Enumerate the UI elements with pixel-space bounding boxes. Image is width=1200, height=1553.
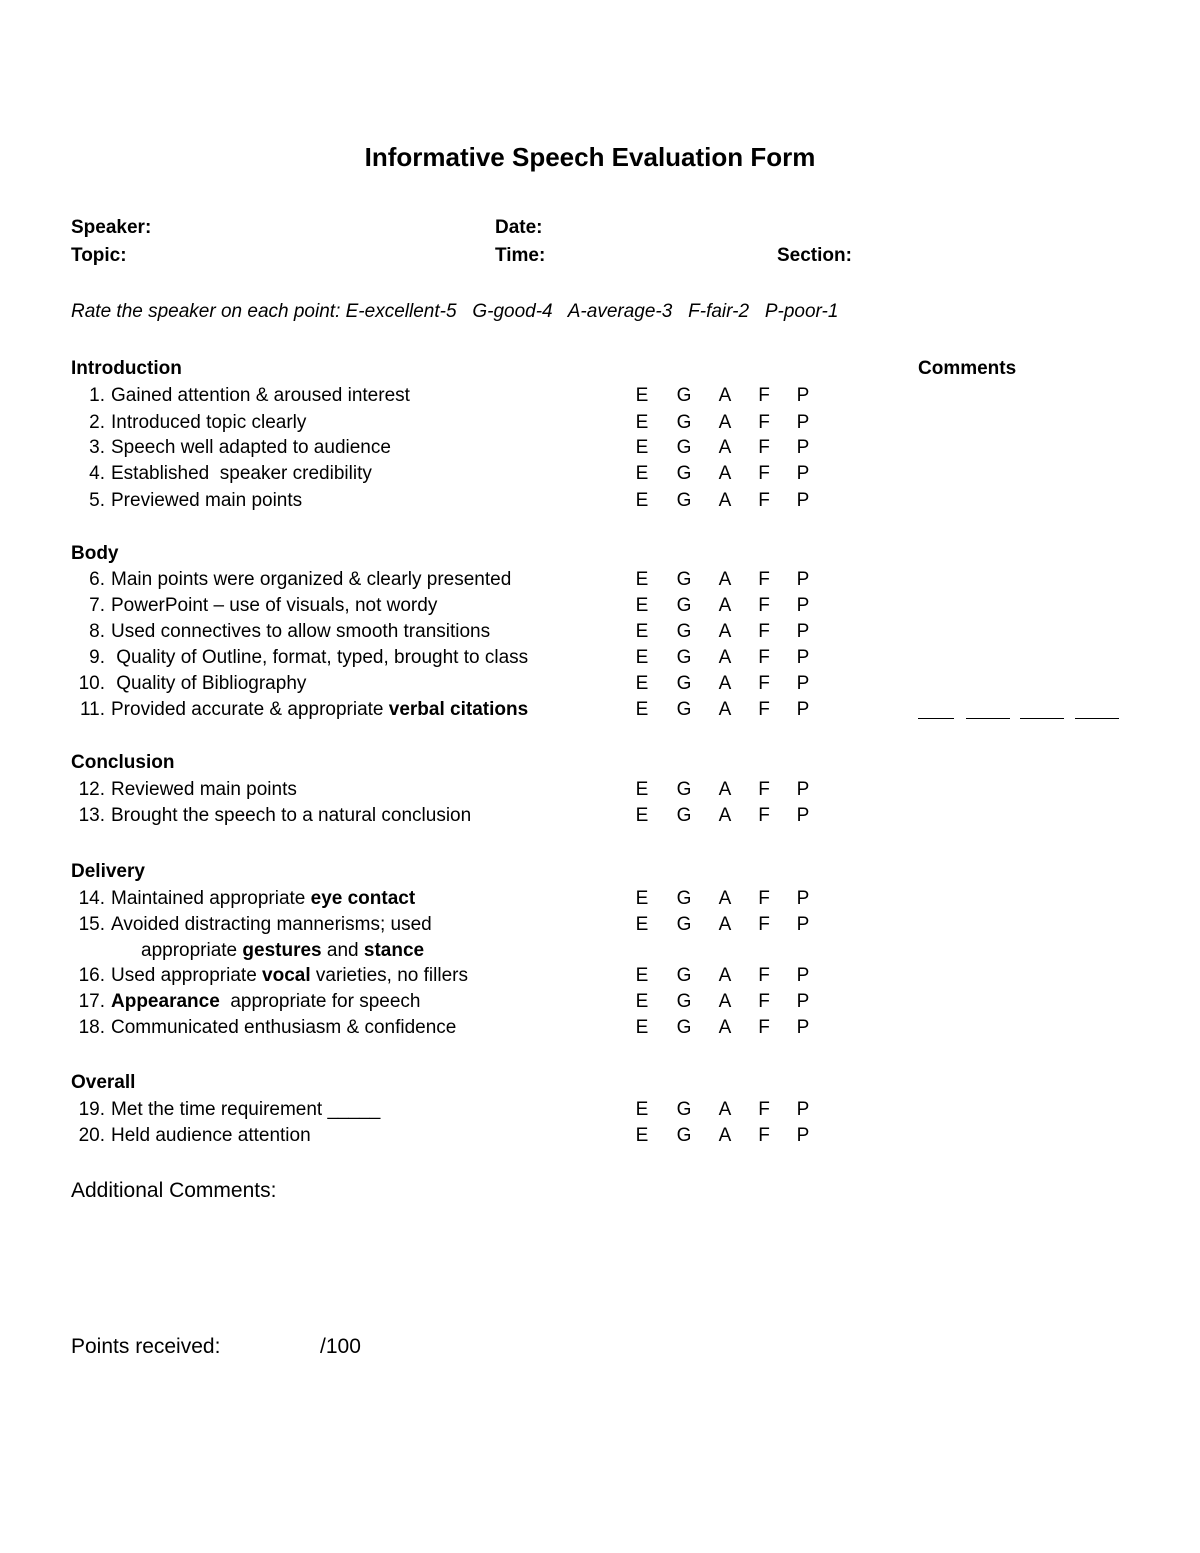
rating-option-g[interactable]: G	[676, 699, 692, 720]
evaluation-item	[41, 966, 468, 985]
rating-option-p[interactable]: P	[796, 647, 810, 668]
rating-option-p[interactable]: P	[796, 805, 810, 826]
evaluation-item	[41, 386, 410, 405]
evaluation-item	[41, 674, 306, 693]
item-number: 16.	[78, 965, 105, 986]
rating-option-p[interactable]: P	[796, 412, 810, 433]
evaluation-item	[41, 622, 490, 641]
rating-option-g[interactable]: G	[676, 965, 692, 986]
rating-option-g[interactable]: G	[676, 647, 692, 668]
item-number: 20.	[78, 1125, 105, 1146]
rating-option-f[interactable]: F	[758, 699, 770, 720]
rating-option-g[interactable]: G	[676, 888, 692, 909]
item-number: 12.	[78, 779, 105, 800]
rating-option-p[interactable]: P	[796, 914, 810, 935]
item-number: 11.	[79, 699, 105, 720]
rating-option-p[interactable]: P	[796, 490, 810, 511]
date-label: Date:	[495, 217, 543, 238]
item-text: Provided accurate & appropriate	[111, 699, 389, 720]
rating-option-e[interactable]: E	[635, 805, 649, 826]
item-text: Gained attention & aroused interest	[111, 385, 410, 406]
speaker-label: Speaker:	[71, 217, 152, 238]
rating-option-f[interactable]: F	[758, 463, 770, 484]
rating-option-p[interactable]: P	[796, 1125, 810, 1146]
rating-option-a[interactable]: A	[718, 991, 732, 1012]
evaluation-item-continuation	[141, 941, 424, 960]
item-text: varieties, no fillers	[310, 965, 468, 986]
rating-option-p[interactable]: P	[796, 699, 810, 720]
item-number: 14.	[78, 888, 105, 909]
rating-option-g[interactable]: G	[676, 991, 692, 1012]
rating-option-g[interactable]: G	[676, 621, 692, 642]
rating-option-a[interactable]: A	[718, 412, 732, 433]
item-text: appropriate for speech	[219, 991, 421, 1012]
item-text: Main points were organized & clearly presented	[111, 569, 512, 590]
rating-option-f[interactable]: F	[758, 991, 770, 1012]
item-number: 5.	[89, 490, 105, 511]
rating-option-e[interactable]: E	[635, 385, 649, 406]
section-heading-body: Body	[71, 543, 119, 564]
evaluation-item	[41, 1018, 456, 1037]
rating-option-a[interactable]: A	[718, 779, 732, 800]
rating-option-a[interactable]: A	[718, 914, 732, 935]
rating-option-f[interactable]: F	[758, 647, 770, 668]
item-number: 8.	[89, 621, 105, 642]
rating-option-a[interactable]: A	[718, 1099, 732, 1120]
item-text: eye contact	[310, 888, 416, 909]
item-number: 18.	[78, 1017, 105, 1038]
item-text: and	[321, 940, 364, 961]
rating-option-g[interactable]: G	[676, 569, 692, 590]
rating-option-f[interactable]: F	[758, 1125, 770, 1146]
item-text: Quality of Bibliography	[111, 673, 307, 694]
rating-option-p[interactable]: P	[796, 385, 810, 406]
rating-option-f[interactable]: F	[758, 914, 770, 935]
item-text: Met the time requirement _____	[111, 1099, 381, 1120]
rating-option-f[interactable]: F	[758, 621, 770, 642]
rating-option-p[interactable]: P	[796, 1017, 810, 1038]
rating-option-g[interactable]: G	[676, 1017, 692, 1038]
evaluation-item	[41, 438, 391, 457]
points-received-label: Points received:	[71, 1335, 221, 1358]
rating-option-f[interactable]: F	[758, 595, 770, 616]
item-number: 7.	[89, 595, 105, 616]
item-text: verbal citations	[388, 699, 529, 720]
rating-option-f[interactable]: F	[758, 1099, 770, 1120]
item-number: 6.	[89, 569, 105, 590]
rating-option-g[interactable]: G	[676, 385, 692, 406]
evaluation-item	[41, 992, 420, 1011]
item-number: 4.	[89, 463, 105, 484]
rating-option-g[interactable]: G	[676, 805, 692, 826]
rating-option-g[interactable]: G	[676, 673, 692, 694]
rating-option-e[interactable]: E	[635, 673, 649, 694]
rating-option-a[interactable]: A	[718, 595, 732, 616]
rating-option-g[interactable]: G	[676, 412, 692, 433]
rating-option-p[interactable]: P	[796, 621, 810, 642]
rating-option-e[interactable]: E	[635, 1099, 649, 1120]
item-text: Appearance	[111, 991, 220, 1012]
item-number: 15.	[78, 914, 105, 935]
item-text: vocal	[262, 965, 311, 986]
rating-option-g[interactable]: G	[676, 1099, 692, 1120]
section-heading-delivery: Delivery	[71, 861, 145, 882]
rating-option-f[interactable]: F	[758, 805, 770, 826]
rating-option-g[interactable]: G	[676, 595, 692, 616]
evaluation-item	[41, 1126, 311, 1145]
evaluation-item	[41, 491, 302, 510]
rating-option-a[interactable]: A	[718, 437, 732, 458]
rating-option-f[interactable]: F	[758, 965, 770, 986]
rating-option-a[interactable]: A	[718, 621, 732, 642]
rating-option-e[interactable]: E	[635, 1017, 649, 1038]
item-text: Reviewed main points	[111, 779, 297, 800]
evaluation-item	[41, 648, 528, 667]
rating-option-e[interactable]: E	[635, 463, 649, 484]
comment-blank[interactable]	[918, 718, 954, 719]
rating-option-p[interactable]: P	[796, 779, 810, 800]
item-number: 13.	[78, 805, 105, 826]
evaluation-item	[41, 464, 372, 483]
evaluation-item	[41, 596, 437, 615]
item-number: 2.	[89, 412, 105, 433]
evaluation-item	[41, 570, 511, 589]
rating-option-a[interactable]: A	[718, 647, 732, 668]
rating-option-f[interactable]: F	[758, 1017, 770, 1038]
points-total: /100	[320, 1335, 361, 1358]
evaluation-item	[41, 915, 432, 934]
item-number: 9.	[89, 647, 105, 668]
rating-option-a[interactable]: A	[718, 699, 732, 720]
rating-option-a[interactable]: A	[718, 673, 732, 694]
rating-option-f[interactable]: F	[758, 490, 770, 511]
rating-option-a[interactable]: A	[718, 463, 732, 484]
rating-option-e[interactable]: E	[635, 699, 649, 720]
rating-option-p[interactable]: P	[796, 991, 810, 1012]
item-text: Avoided distracting mannerisms; used	[111, 914, 432, 935]
section-heading-overall: Overall	[71, 1072, 136, 1093]
item-number: 19.	[78, 1099, 105, 1120]
item-text: Introduced topic clearly	[111, 412, 307, 433]
rating-option-f[interactable]: F	[758, 569, 770, 590]
rating-option-e[interactable]: E	[635, 490, 649, 511]
rating-option-e[interactable]: E	[635, 991, 649, 1012]
rating-option-p[interactable]: P	[796, 437, 810, 458]
rating-option-a[interactable]: A	[718, 1017, 732, 1038]
evaluation-item	[41, 1100, 380, 1119]
item-text: Maintained appropriate	[111, 888, 311, 909]
rating-option-e[interactable]: E	[635, 437, 649, 458]
item-text: Communicated enthusiasm & confidence	[111, 1017, 457, 1038]
rating-option-e[interactable]: E	[635, 779, 649, 800]
rating-option-a[interactable]: A	[718, 1125, 732, 1146]
topic-label: Topic:	[71, 245, 127, 266]
item-text: gestures	[242, 940, 322, 961]
item-text: Brought the speech to a natural conclusion	[111, 805, 472, 826]
rating-option-p[interactable]: P	[796, 569, 810, 590]
item-text: Used connectives to allow smooth transitions	[111, 621, 491, 642]
item-text: appropriate	[141, 940, 243, 961]
rating-option-e[interactable]: E	[635, 888, 649, 909]
item-text: Quality of Outline, format, typed, brought to class	[111, 647, 529, 668]
comment-blank[interactable]	[1020, 718, 1064, 719]
rating-option-e[interactable]: E	[635, 412, 649, 433]
rating-option-e[interactable]: E	[635, 595, 649, 616]
rating-option-p[interactable]: P	[796, 595, 810, 616]
item-number: 3.	[89, 437, 105, 458]
rating-option-e[interactable]: E	[635, 914, 649, 935]
item-text: stance	[363, 940, 425, 961]
rating-option-f[interactable]: F	[758, 888, 770, 909]
rating-option-a[interactable]: A	[718, 965, 732, 986]
rating-option-p[interactable]: P	[796, 965, 810, 986]
item-number: 10.	[78, 673, 105, 694]
comment-blank[interactable]	[966, 718, 1010, 719]
rating-option-g[interactable]: G	[676, 779, 692, 800]
comment-blank[interactable]	[1075, 718, 1119, 719]
section-label: Section:	[777, 245, 852, 266]
evaluation-item	[41, 780, 297, 799]
additional-comments-label: Additional Comments:	[71, 1179, 277, 1202]
rating-option-g[interactable]: G	[676, 490, 692, 511]
rating-option-e[interactable]: E	[635, 621, 649, 642]
item-text: Established speaker credibility	[111, 463, 372, 484]
rating-option-e[interactable]: E	[635, 965, 649, 986]
rating-option-a[interactable]: A	[718, 569, 732, 590]
rating-option-f[interactable]: F	[758, 437, 770, 458]
time-label: Time:	[495, 245, 546, 266]
item-number: 17.	[78, 991, 105, 1012]
rating-option-a[interactable]: A	[718, 888, 732, 909]
item-text: Used appropriate	[111, 965, 263, 986]
item-text: Previewed main points	[111, 490, 303, 511]
comments-header: Comments	[918, 358, 1017, 379]
rating-option-e[interactable]: E	[635, 569, 649, 590]
rating-option-p[interactable]: P	[796, 673, 810, 694]
rating-option-g[interactable]: G	[676, 914, 692, 935]
rating-option-e[interactable]: E	[635, 647, 649, 668]
section-heading-introduction: Introduction	[71, 358, 182, 379]
rating-option-e[interactable]: E	[635, 1125, 649, 1146]
rating-option-a[interactable]: A	[718, 385, 732, 406]
item-text: Speech well adapted to audience	[111, 437, 391, 458]
evaluation-item	[41, 806, 471, 825]
rating-option-f[interactable]: F	[758, 412, 770, 433]
rating-option-a[interactable]: A	[718, 805, 732, 826]
evaluation-item	[41, 413, 306, 432]
rating-option-g[interactable]: G	[676, 463, 692, 484]
form-title: Informative Speech Evaluation Form	[364, 142, 816, 172]
rating-option-a[interactable]: A	[718, 490, 732, 511]
item-text: Held audience attention	[111, 1125, 311, 1146]
rating-option-f[interactable]: F	[758, 385, 770, 406]
item-text: PowerPoint – use of visuals, not wordy	[111, 595, 438, 616]
item-number: 1.	[89, 385, 105, 406]
evaluation-item	[41, 889, 415, 908]
rating-option-g[interactable]: G	[676, 1125, 692, 1146]
rating-option-p[interactable]: P	[796, 1099, 810, 1120]
evaluation-item	[41, 700, 528, 719]
rating-option-g[interactable]: G	[676, 437, 692, 458]
rating-option-p[interactable]: P	[796, 463, 810, 484]
rating-instructions: Rate the speaker on each point: E-excellent-5 G-good-4 A-average-3 F-fair-2 P-poor-1	[71, 301, 839, 322]
section-heading-conclusion: Conclusion	[71, 752, 175, 773]
rating-option-f[interactable]: F	[758, 779, 770, 800]
rating-option-f[interactable]: F	[758, 673, 770, 694]
rating-option-p[interactable]: P	[796, 888, 810, 909]
